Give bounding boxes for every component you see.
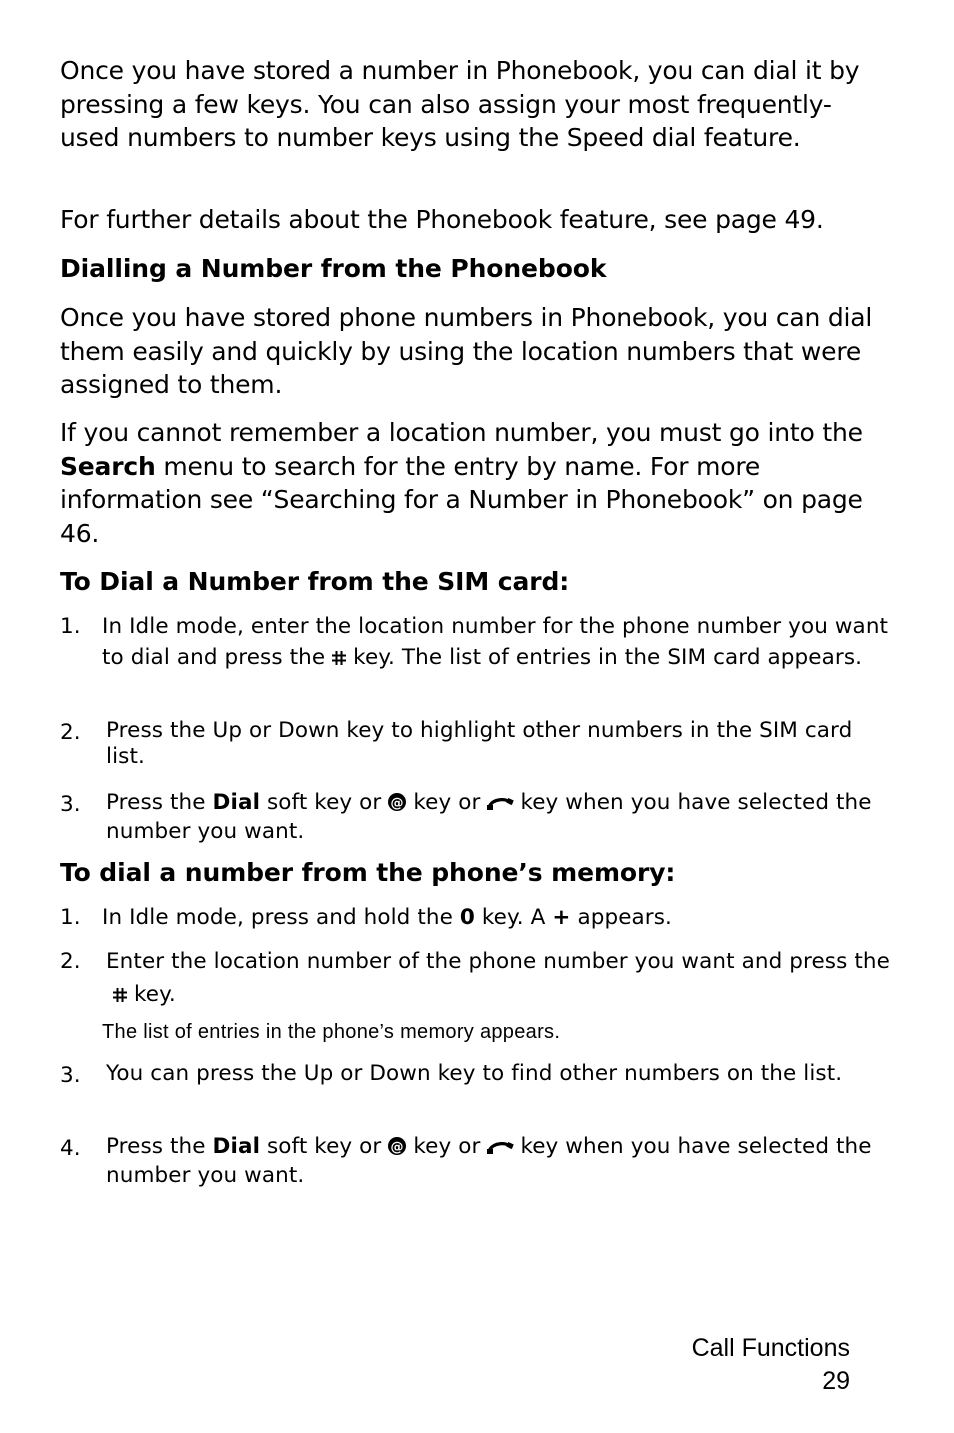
step-text: Press the Up or Down key to highlight other numbers in the SIM card list. bbox=[106, 718, 853, 769]
step-number: 3. bbox=[60, 792, 81, 817]
p2-text-end: menu to search for the entry by name. For more information see “Searching for a Number in Phonebook” on page 46. bbox=[60, 451, 863, 548]
page-number: 29 bbox=[822, 1367, 850, 1395]
plus-symbol: + bbox=[552, 905, 571, 930]
step-text: key. The list of entries in the SIM card appears. bbox=[353, 644, 863, 670]
phonebook-paragraph-1: Once you have stored phone numbers in Phonebook, you can dial them easily and quickly by using the location numbers that were assigned to them. bbox=[60, 303, 873, 399]
sim-step-3 bbox=[60, 790, 890, 845]
sim-step-2 bbox=[60, 718, 890, 770]
step-text: key or bbox=[413, 1134, 481, 1159]
hash-key-icon bbox=[331, 646, 347, 677]
memory-step-3 bbox=[60, 1061, 890, 1087]
step-text: appears. bbox=[577, 905, 672, 930]
step-number: 3. bbox=[60, 1063, 81, 1088]
step-text: Press the bbox=[106, 1134, 206, 1159]
ok-key-icon bbox=[387, 792, 407, 819]
step-text: In Idle mode, enter the location number for the phone number you want to dial and press the bbox=[102, 614, 889, 670]
phonebook-paragraph-2 bbox=[60, 416, 890, 550]
step-number: 1. bbox=[60, 614, 81, 639]
step-text: In Idle mode, press and hold the bbox=[102, 905, 453, 930]
step-text: soft key or bbox=[266, 790, 382, 815]
zero-key-label: 0 bbox=[459, 905, 475, 930]
step-text: You can press the Up or Down key to find other numbers on the list. bbox=[106, 1061, 843, 1086]
step-text: Press the bbox=[106, 790, 206, 815]
page-footer bbox=[692, 1332, 850, 1398]
svg-text:@: @ bbox=[390, 796, 404, 811]
intro-paragraph-1: Once you have stored a number in Phonebook, you can dial it by pressing a few keys. You can also assign your most frequently-used numbers to number keys using the Speed dial feature. bbox=[60, 56, 860, 152]
phonebook-heading: Dialling a Number from the Phonebook bbox=[60, 254, 607, 283]
memory-note: The list of entries in the phone’s memory appears. bbox=[102, 1021, 561, 1043]
memory-heading: To dial a number from the phone’s memory: bbox=[60, 858, 676, 887]
step-text: key when you have selected the number you want. bbox=[106, 1134, 872, 1188]
send-key-icon bbox=[486, 1137, 514, 1163]
memory-step-2 bbox=[60, 946, 890, 1014]
svg-text:@: @ bbox=[390, 1140, 404, 1155]
step-text: Enter the location number of the phone number you want and press the bbox=[106, 949, 890, 974]
p2-text-start: If you cannot remember a location number, you must go into the bbox=[60, 418, 863, 447]
footer-section-title: Call Functions bbox=[691, 1334, 850, 1362]
sim-heading: To Dial a Number from the SIM card: bbox=[60, 567, 570, 596]
intro-paragraph-2: For further details about the Phonebook feature, see page 49. bbox=[60, 205, 824, 234]
search-menu-label: Search bbox=[60, 451, 156, 481]
step-text: key or bbox=[413, 790, 481, 815]
step-text: key. A bbox=[481, 905, 546, 930]
dial-soft-key-label: Dial bbox=[212, 790, 261, 815]
sim-step-1 bbox=[60, 612, 890, 676]
step-number: 2. bbox=[60, 949, 81, 974]
step-text: soft key or bbox=[266, 1134, 382, 1159]
hash-key-icon bbox=[112, 982, 128, 1015]
step-text: key. bbox=[134, 981, 176, 1007]
step-number: 2. bbox=[60, 720, 81, 745]
step-number: 4. bbox=[60, 1136, 81, 1161]
send-key-icon bbox=[486, 793, 514, 819]
memory-step-1 bbox=[60, 903, 890, 932]
step-number: 1. bbox=[60, 905, 81, 930]
memory-step-4 bbox=[60, 1134, 890, 1189]
step-text: key when you have selected the number you want. bbox=[106, 790, 872, 844]
dial-soft-key-label: Dial bbox=[212, 1134, 261, 1159]
ok-key-icon bbox=[387, 1136, 407, 1163]
